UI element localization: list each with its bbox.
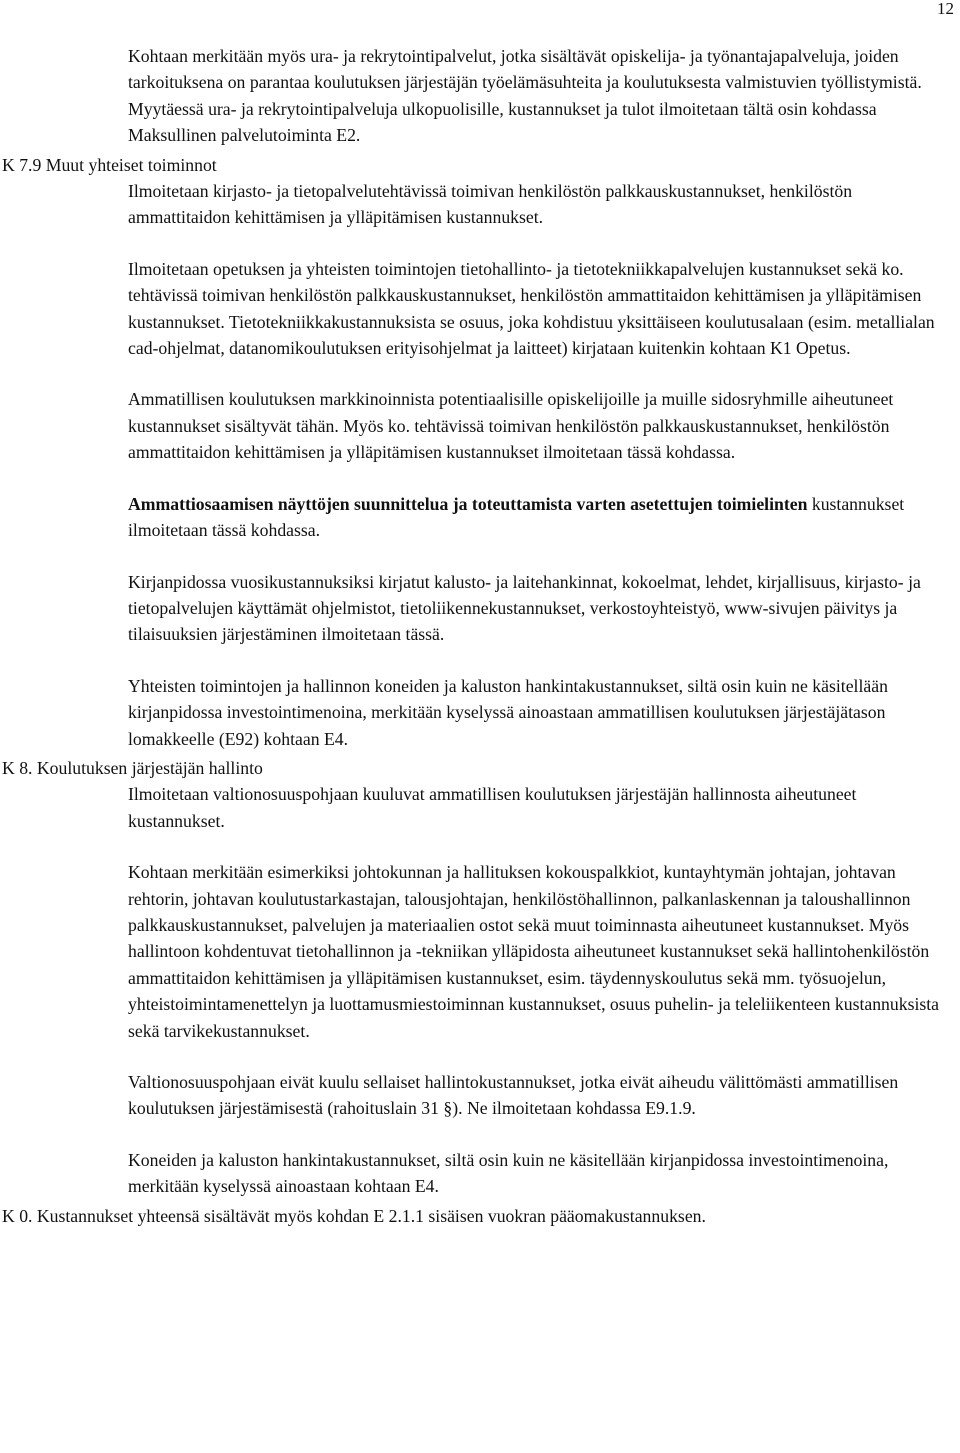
- paragraph-skills-demonstration: [128, 491, 946, 544]
- paragraph-annual-costs: Kirjanpidossa vuosikustannuksiksi kirjatut kalusto- ja laitehankinnat, kokoelmat, lehdet, kirjallisuus, kirjasto- ja tietopalvelujen käyttämät ohjelmistot, tietoliikennekustannukset, verkostoyhteistyö, www-sivujen päivitys ja tilaisuuksien järjestäminen ilmoitetaan tässä.: [128, 571, 921, 645]
- paragraph-career-services: Kohtaan merkitään myös ura- ja rekrytointipalvelut, jotka sisältävät opiskelija- ja työnantajapalveluja, joiden tarkoituksena on parantaa koulutuksen järjestäjän työelämäsuhteita ja koulutuksesta valmistuvien työllistymistä. Myytäessä ura- ja rekrytointipalveluja ulkopuolisille, kustannukset ja tulot ilmoitetaan tältä osin kohdassa Maksullinen palvelutoiminta E2.: [128, 46, 922, 146]
- paragraph-administration-examples: Kohtaan merkitään esimerkiksi johtokunnan ja hallituksen kokouspalkkiot, kuntayhtymän johtajan, johtavan rehtorin, johtavan koulutustarkastajan, talousjohtajan, henkilöstöhallinnon, palkanlaskennan ja taloushallinnon palkkauskustannukset, palvelujen ja materiaalien ostot sekä muut toiminnasta aiheutuneet kustannukset. Myös hallintoon kohdentuvat tietohallinnon ja -tekniikan ylläpidosta aiheutuneet kustannukset sekä hallintohenkilöstön ammattitaidon kehittämisen ja ylläpitämisen kustannukset, esim. täydennyskoulutus sekä mm. työsuojelun, yhteistoimintamenettelyn ja luottamusmiestoiminnan kustannukset, osuus puhelin- ja teleliikenteen kustannuksista sekä tarvikekustannukset.: [128, 862, 940, 1041]
- section-heading-k7-9: K 7.9 Muut yhteiset toiminnot: [2, 154, 217, 175]
- paragraph-library-staff: Ilmoitetaan kirjasto- ja tietopalvelutehtävissä toimivan henkilöstön palkkauskustannukset, henkilöstön ammattitaidon kehittämisen ja ylläpitämisen kustannukset.: [128, 181, 853, 228]
- paragraph-it-services: Ilmoitetaan opetuksen ja yhteisten toimintojen tietohallinto- ja tietotekniikkapalvelujen kustannukset sekä ko. tehtävissä toimivan henkilöstön palkkauskustannukset, henkilöstön ammattitaidon kehittämisen ja ylläpitämisen kustannukset. Tietotekniikkakustannuksista se osuus, joka kohdistuu yksittäiseen koulutusalaan (esim. metallialan cad-ohjelmat, datanomikoulutuksen erityisohjelmat ja laitteet) kirjataan kuitenkin kohtaan K1 Opetus.: [128, 258, 935, 359]
- page-number: 12: [937, 0, 954, 18]
- paragraph-machinery: Koneiden ja kaluston hankintakustannukset, siltä osin kuin ne käsitellään kirjanpidossa investointimenoina, merkitään kyselyssä ainoastaan kohtaan E4.: [128, 1149, 889, 1197]
- paragraph-bold-lead: Ammattiosaamisen näyttöjen suunnittelua ja toteuttamista varten asetettujen toimielinten: [128, 493, 808, 514]
- section-heading-k8: K 8. Koulutuksen järjestäjän hallinto: [2, 757, 263, 778]
- paragraph-excluded-costs: Valtionosuuspohjaan eivät kuulu sellaiset hallintokustannukset, jotka eivät aiheudu välittömästi ammatillisen koulutuksen järjestämisestä (rahoituslain 31 §). Ne ilmoitetaan kohdassa E9.1.9.: [128, 1072, 899, 1119]
- paragraph-administration: Ilmoitetaan valtionosuuspohjaan kuuluvat ammatillisen koulutuksen järjestäjän hallinnosta aiheutuneet kustannukset.: [128, 784, 857, 831]
- paragraph-bold-tail: kustannukset ilmoitetaan tässä kohdassa.: [128, 493, 905, 541]
- paragraph-marketing: Ammatillisen koulutuksen markkinoinnista potentiaalisille opiskelijoille ja muille sidosryhmille aiheutuneet kustannukset sisältyvät tähän. Myös ko. tehtävissä toimivan henkilöstön palkkauskustannukset, henkilöstön ammattitaidon kehittämisen ja ylläpitämisen kustannukset ilmoitetaan tässä kohdassa.: [128, 389, 894, 463]
- document-body: [0, 43, 960, 1229]
- paragraph-equipment-investments: Yhteisten toimintojen ja hallinnon koneiden ja kaluston hankintakustannukset, siltä osin kuin ne käsitellään kirjanpidossa investointimenoina, merkitään kyselyssä ainoastaan ammatillisen koulutuksen järjestäjätason lomakkeelle (E92) kohtaan E4.: [128, 675, 888, 749]
- section-heading-k0: K 0. Kustannukset yhteensä sisältävät myös kohdan E 2.1.1 sisäisen vuokran pääomakustannuksen.: [2, 1205, 706, 1226]
